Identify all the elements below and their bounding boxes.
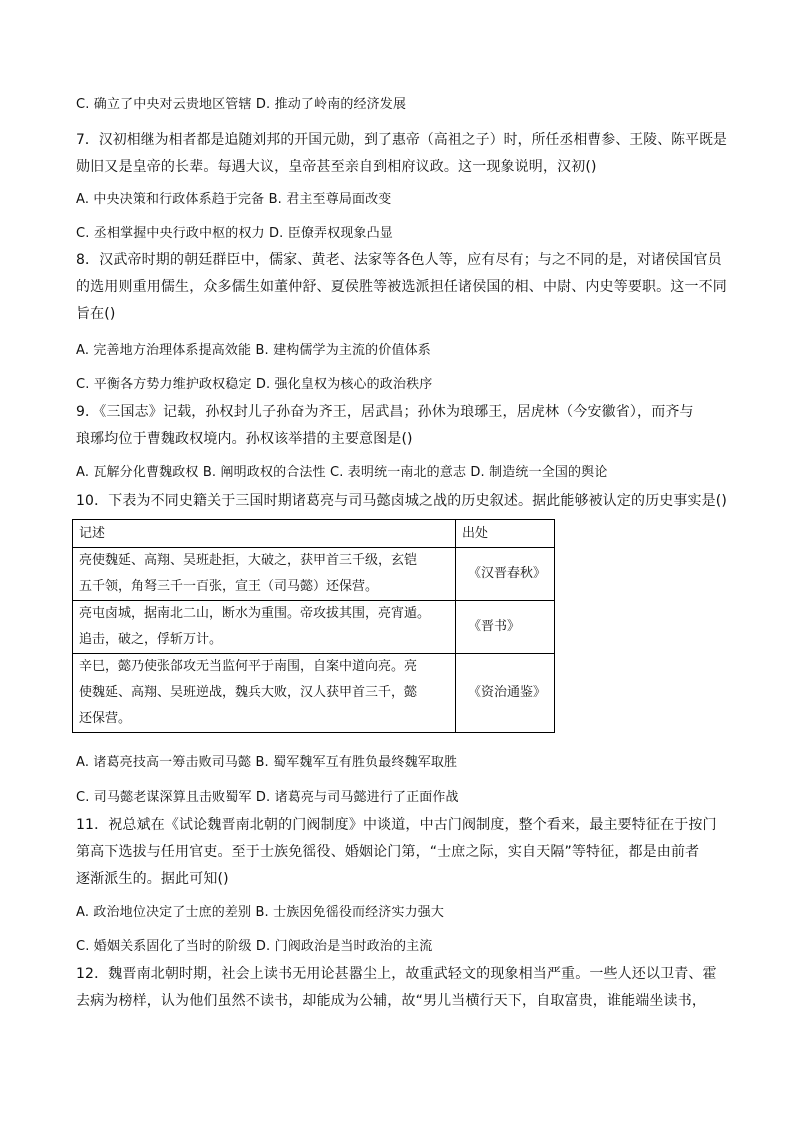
q9-options: A. 瓦解分化曹魏政权 B. 阐明政权的合法性 C. 表明统一南北的意志 D. 制造统一全国的舆论 [76,465,608,480]
table-cell-source: 《资治通鉴》 [456,654,555,733]
q8-stem-line3: 旨在() [76,306,116,322]
table-cell-desc [73,601,456,654]
table-cell-line: 亮使魏延、高翔、吴班赴拒，大破之，获甲首三千级，玄铠 [79,553,418,568]
table-cell-line: 亮屯卤城，据南北二山，断水为重围。帝攻拔其围，亮宵遁。 [79,606,431,621]
q11-stem-line3: 逐渐派生的。据此可知() [76,871,229,887]
q6-options-cd: C. 确立了中央对云贵地区管辖 D. 推动了岭南的经济发展 [76,97,407,112]
q8-options-cd: C. 平衡各方势力维护政权稳定 D. 强化皇权为核心的政治秩序 [76,377,433,392]
q7-options-ab: A. 中央决策和行政体系趋于完备 B. 君主至尊局面改变 [76,192,392,207]
q7-options-cd: C. 丞相掌握中央行政中枢的权力 D. 臣僚弄权现象凸显 [76,226,393,241]
q7-stem-line1: 7．汉初相继为相者都是追随刘邦的开国元勋，到了惠帝（高祖之子）时，所任丞相曹参、王陵、陈平既是 [76,132,727,148]
q11-options-cd: C. 婚姻关系固化了当时的阶级 D. 门阀政治是当时政治的主流 [76,939,433,954]
table-cell-line: 还保营。 [79,711,132,726]
table-cell-line: 使魏延、高翔、吴班逆战，魏兵大败，汉人获甲首三千，懿 [79,685,418,700]
table-cell-source: 《汉晋春秋》 [456,548,555,601]
q10-options-ab: A. 诸葛亮技高一筹击败司马懿 B. 蜀军魏军互有胜负最终魏军取胜 [76,755,458,770]
q11-stem-line2: 第高下选拔与任用官吏。至于士族免徭役、婚姻论门第，“士庶之际，实自天隔”等特征，都是由前者 [76,844,700,860]
table-header-source: 出处 [456,520,555,548]
table-row [73,601,555,654]
q8-options-ab: A. 完善地方治理体系提高效能 B. 建构儒学为主流的价值体系 [76,343,431,358]
table-cell-desc [73,654,456,733]
q12-stem-line1: 12．魏晋南北朝时期，社会上读书无用论甚嚣尘上，故重武轻文的现象相当严重。一些人还以卫青、霍 [76,966,717,982]
q10-options-cd: C. 司马懿老谋深算且击败蜀军 D. 诸葛亮与司马懿进行了正面作战 [76,790,459,805]
q12-stem-line2: 去病为榜样，认为他们虽然不读书，却能成为公辅，故“男儿当横行天下，自取富贵，谁能端坐读书， [76,993,706,1009]
table-cell-line: 五千领，角弩三千一百张，宣王（司马懿）还保营。 [79,579,379,594]
q8-stem-line1: 8．汉武帝时期的朝廷群臣中，儒家、黄老、法家等各色人等，应有尽有；与之不同的是，对诸侯国官员 [76,252,722,268]
table-cell-desc [73,548,456,601]
q8-stem-line2: 的选用则重用儒生，众多儒生如董仲舒、夏侯胜等被选派担任诸侯国的相、中尉、内史等要职。这一不同 [76,279,727,295]
q11-stem-line1: 11．祝总斌在《试论魏晋南北朝的门阀制度》中谈道，中古门阀制度，整个看来，最主要特征在于按门 [76,817,717,833]
table-cell-source: 《晋书》 [456,601,555,654]
table-cell-line: 追击，破之，俘斩万计。 [79,632,223,647]
q9-stem-line1: 9．《三国志》记载，孙权封儿子孙奋为齐王，居武昌；孙休为琅琊王，居虎林（今安徽省），而齐与 [76,404,694,420]
q11-options-ab: A. 政治地位决定了士庶的差别 B. 士族因免徭役而经济实力强大 [76,905,445,920]
table-header-desc: 记述 [73,520,456,548]
table-header-row [73,520,555,548]
q7-stem-line2: 勋旧又是皇帝的长辈。每遇大议，皇帝甚至亲自到相府议政。这一现象说明，汉初() [76,159,597,175]
q10-stem-line1: 10．下表为不同史籍关于三国时期诸葛亮与司马懿卤城之战的历史叙述。据此能够被认定的历史事实是() [76,493,727,509]
q9-stem-line2: 琅琊均位于曹魏政权境内。孙权该举措的主要意图是() [76,431,413,447]
table-row [73,548,555,601]
q10-evidence-table [72,519,555,733]
table-cell-line: 辛巳，懿乃使张郃攻无当监何平于南围，自案中道向亮。亮 [79,659,418,674]
table-row [73,654,555,733]
